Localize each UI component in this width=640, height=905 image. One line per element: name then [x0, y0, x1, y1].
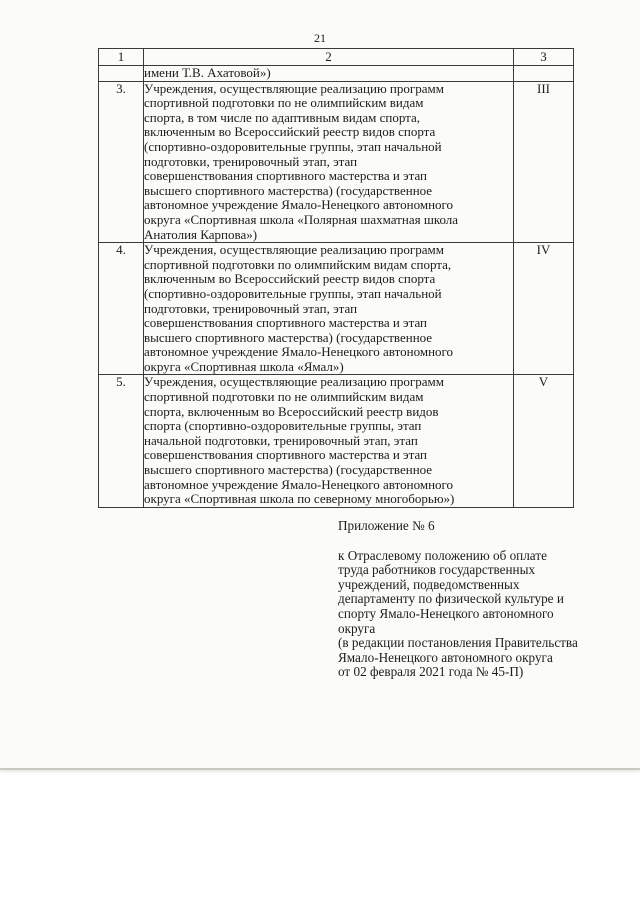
- page-number: 21: [314, 31, 326, 45]
- description-line: спортивной подготовки по олимпийским видам спорта,: [144, 256, 452, 272]
- description-line: высшего спортивного мастерства) (государственное: [144, 182, 433, 198]
- description-line: высшего спортивного мастерства) (государственное: [144, 462, 433, 478]
- description-line: совершенствования спортивного мастерства и этап: [144, 447, 428, 463]
- description-line: спортивной подготовки по не олимпийским видам: [144, 95, 424, 111]
- continuation-text: имени Т.В. Ахатовой»): [144, 66, 514, 82]
- row-category: IV: [514, 243, 574, 375]
- description-line: (спортивно-оздоровительные группы, этап начальной: [144, 138, 442, 154]
- appendix-text: [338, 549, 603, 680]
- column-header-2: 2: [144, 49, 514, 66]
- appendix-line: департаменту по физической культуре и: [338, 591, 564, 607]
- appendix-line: учреждений, подведомственных: [338, 576, 520, 592]
- row-number: 5.: [99, 375, 144, 507]
- appendix-line: труда работников государственных: [338, 562, 536, 578]
- continuation-row: [99, 66, 574, 82]
- description-line: спорта (спортивно-оздоровительные группы, этап: [144, 418, 422, 434]
- description-line: округа «Спортивная школа по северному многоборью»): [144, 491, 455, 507]
- description-line: Учреждения, осуществляющие реализацию программ: [144, 80, 444, 96]
- appendix-line: (в редакции постановления Правительства: [338, 635, 578, 651]
- appendix-line: Ямало-Ненецкого автономного округа: [338, 649, 553, 665]
- description-line: включенным во Всероссийский реестр видов спорта: [144, 124, 436, 140]
- row-number: 4.: [99, 243, 144, 375]
- description-line: автономное учреждение Ямало-Ненецкого автономного: [144, 476, 454, 492]
- column-header-3: 3: [514, 49, 574, 66]
- description-line: спорта, в том числе по адаптивным видам спорта,: [144, 109, 421, 125]
- row-description: [144, 243, 514, 375]
- description-line: округа «Спортивная школа «Полярная шахматная школа: [144, 211, 459, 227]
- row-category: III: [514, 81, 574, 243]
- description-line: высшего спортивного мастерства) (государственное: [144, 329, 433, 345]
- row-description: [144, 81, 514, 243]
- appendix-block: [338, 519, 603, 680]
- row-description: [144, 375, 514, 507]
- description-line: подготовки, тренировочный этап, этап: [144, 153, 358, 169]
- description-line: подготовки, тренировочный этап, этап: [144, 300, 358, 316]
- continuation-category-cell: [514, 66, 574, 82]
- appendix-title: Приложение № 6: [338, 518, 435, 533]
- description-line: Учреждения, осуществляющие реализацию программ: [144, 374, 444, 390]
- appendix-line: спорту Ямало-Ненецкого автономного: [338, 605, 554, 621]
- continuation-num-cell: [99, 66, 144, 82]
- row-number: 3.: [99, 81, 144, 243]
- description-line: автономное учреждение Ямало-Ненецкого автономного: [144, 344, 454, 360]
- description-line: Учреждения, осуществляющие реализацию программ: [144, 242, 444, 258]
- table-row: [99, 243, 574, 375]
- table-row: [99, 81, 574, 243]
- description-line: включенным во Всероссийский реестр видов спорта: [144, 271, 436, 287]
- appendix-line: округа: [338, 620, 376, 636]
- description-line: начальной подготовки, тренировочный этап, этап: [144, 432, 418, 448]
- column-header-1: 1: [99, 49, 144, 66]
- appendix-line: к Отраслевому положению об оплате: [338, 547, 547, 563]
- description-line: спорта, включенным во Всероссийский реестр видов: [144, 403, 439, 419]
- description-line: совершенствования спортивного мастерства и этап: [144, 168, 428, 184]
- table-row: [99, 375, 574, 507]
- description-line: (спортивно-оздоровительные группы, этап начальной: [144, 285, 442, 301]
- description-line: спортивной подготовки по не олимпийским видам: [144, 389, 424, 405]
- category-table: [98, 48, 574, 508]
- row-category: V: [514, 375, 574, 507]
- description-line: Анатолия Карпова»): [144, 226, 258, 242]
- description-line: округа «Спортивная школа «Ямал»): [144, 358, 344, 374]
- description-line: автономное учреждение Ямало-Ненецкого автономного: [144, 197, 454, 213]
- table-header-row: [99, 49, 574, 66]
- description-line: совершенствования спортивного мастерства и этап: [144, 315, 428, 331]
- appendix-line: от 02 февраля 2021 года № 45-П): [338, 664, 524, 680]
